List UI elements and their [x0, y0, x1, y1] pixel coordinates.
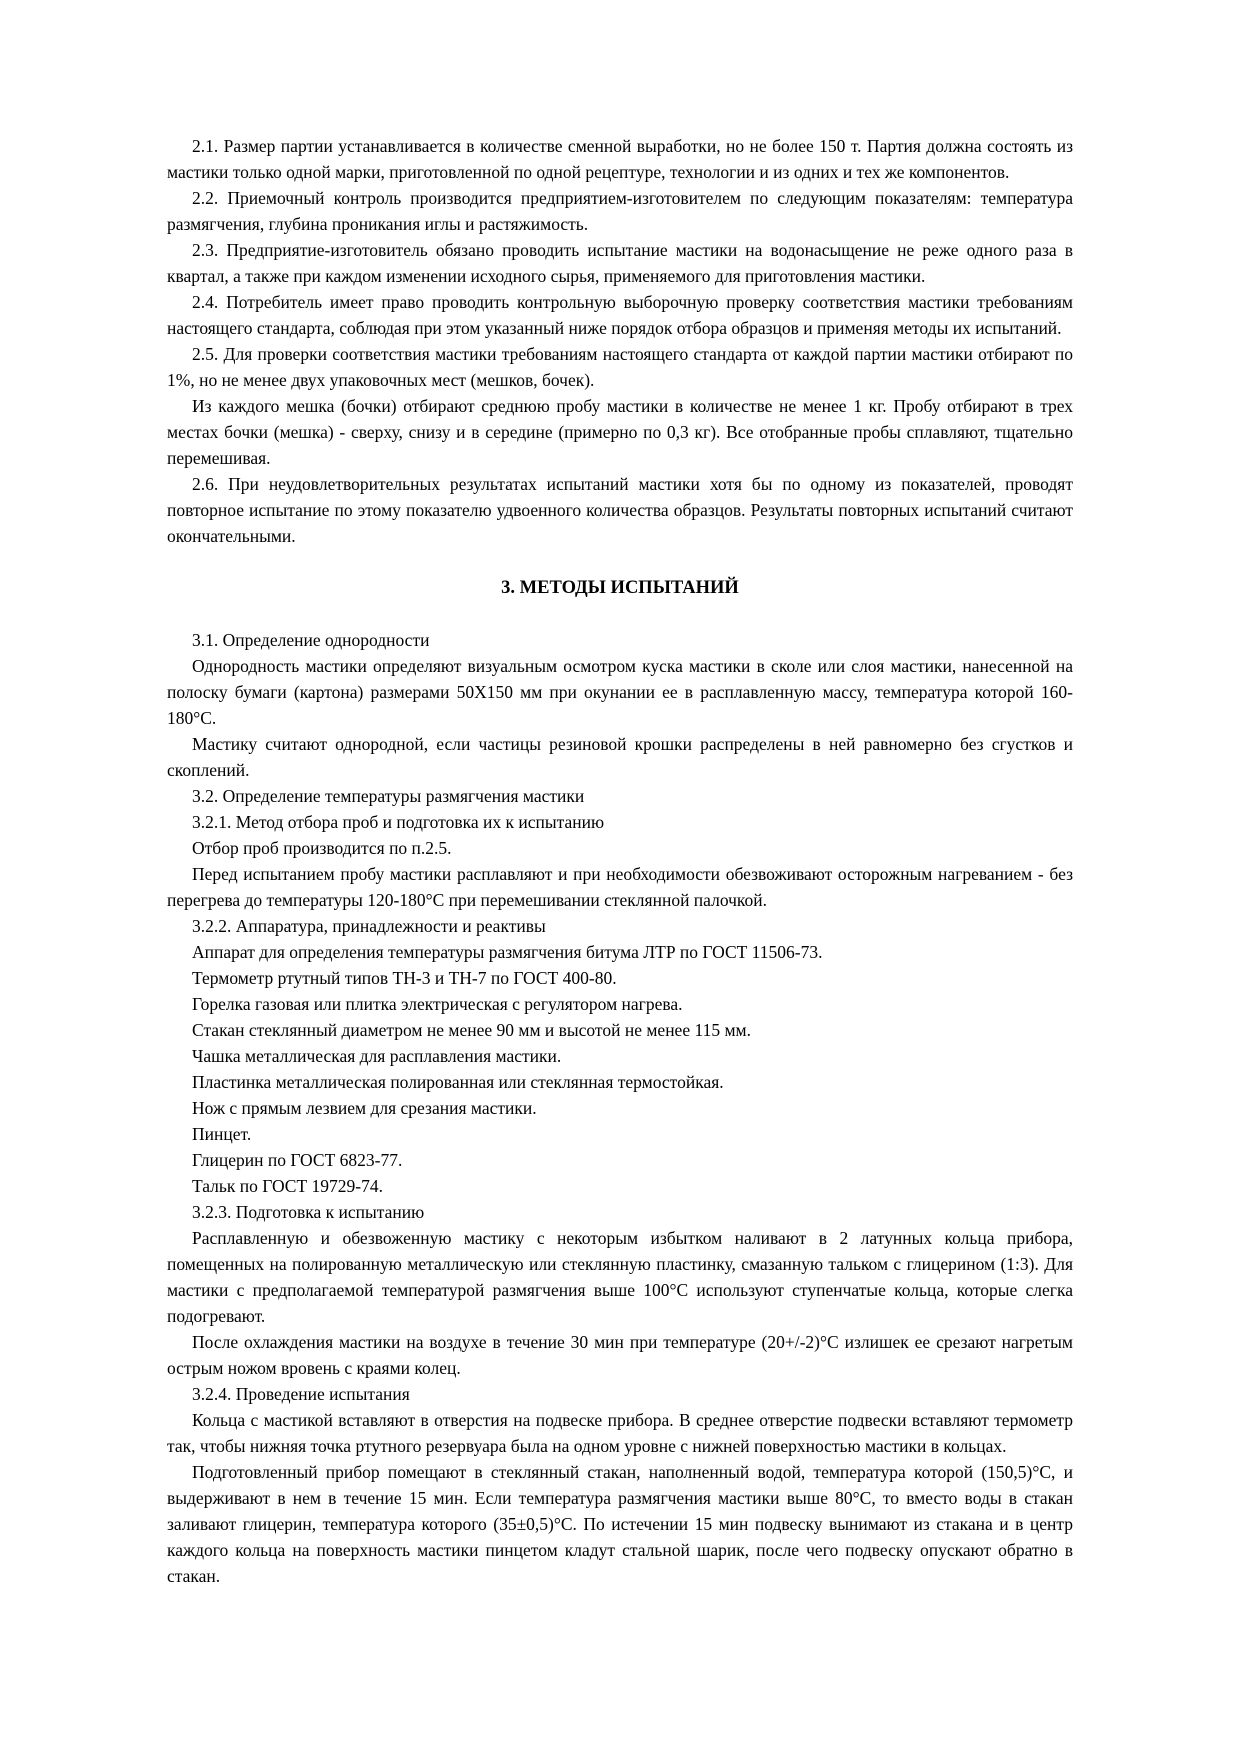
paragraph-3-2-4-body-2: Подготовленный прибор помещают в стеклянный стакан, наполненный водой, температура которой (150,5)°С, и выдерживают в нем в течение 15 мин. Если температура размягчения мастики выше 80°С, то вместо воды в стакан заливают глицерин, температура которого (35±0,5)°С. По истечении 15 мин подвеску вынимают из стакана и в центр каждого кольца на поверхность мастики пинцетом кладут стальной шарик, после чего подвеску опускают обратно в стакан. — [167, 1462, 1073, 1586]
paragraph-3-2-2-item-5: Чашка металлическая для расплавления мастики. — [192, 1046, 562, 1066]
paragraph-3-2-2-item-7: Нож с прямым лезвием для срезания мастики. — [192, 1098, 537, 1118]
paragraph-3-2-4-body-1: Кольца с мастикой вставляют в отверстия на подвеске прибора. В среднее отверстие подвески вставляют термометр так, чтобы нижняя точка ртутного резервуара была на одном уровне с нижней поверхностью мастики в кольцах. — [167, 1410, 1073, 1456]
paragraph-2-1: 2.1. Размер партии устанавливается в количестве сменной выработки, но не более 150 т. Партия должна состоять из мастики только одной марки, приготовленной по одной рецептуре, технологии и из одних и тех же компонентов. — [167, 136, 1073, 182]
paragraph-3-2-1-title: 3.2.1. Метод отбора проб и подготовка их к испытанию — [192, 812, 605, 832]
paragraph-3-2-2-item-10: Тальк по ГОСТ 19729-74. — [192, 1176, 383, 1196]
paragraph-3-2-1-body-1: Отбор проб производится по п.2.5. — [192, 838, 452, 858]
paragraph-3-2-2-item-3: Горелка газовая или плитка электрическая с регулятором нагрева. — [192, 994, 683, 1014]
paragraph-2-3: 2.3. Предприятие-изготовитель обязано проводить испытание мастики на водонасыщение не реже одного раза в квартал, а также при каждом изменении исходного сырья, применяемого для приготовления мастики. — [167, 240, 1073, 286]
paragraph-3-1-body-2: Мастику считают однородной, если частицы резиновой крошки распределены в ней равномерно без сгустков и скоплений. — [167, 734, 1073, 780]
paragraph-3-2-1-body-2: Перед испытанием пробу мастики расплавляют и при необходимости обезвоживают осторожным нагреванием - без перегрева до температуры 120-180°С при перемешивании стеклянной палочкой. — [167, 864, 1073, 910]
paragraph-2-5: 2.5. Для проверки соответствия мастики требованиям настоящего стандарта от каждой партии мастики отбирают по 1%, но не менее двух упаковочных мест (мешков, бочек). — [167, 344, 1073, 390]
paragraph-3-1-title: 3.1. Определение однородности — [192, 630, 430, 650]
paragraph-2-6: 2.6. При неудовлетворительных результатах испытаний мастики хотя бы по одному из показателей, проводят повторное испытание по этому показателю удвоенного количества образцов. Результаты повторных испытаний считают окончательными. — [167, 474, 1073, 546]
paragraph-3-2-2-item-2: Термометр ртутный типов ТН-3 и ТН-7 по ГОСТ 400-80. — [192, 968, 617, 988]
paragraph-3-2-4-title: 3.2.4. Проведение испытания — [192, 1384, 410, 1404]
paragraph-3-2-3-body-2: После охлаждения мастики на воздухе в течение 30 мин при температуре (20+/-2)°С излишек ее срезают нагретым острым ножом вровень с краями колец. — [167, 1332, 1073, 1378]
paragraph-3-2-2-item-8: Пинцет. — [192, 1124, 252, 1144]
paragraph-3-2-3-body-1: Расплавленную и обезвоженную мастику с некоторым избытком наливают в 2 латунных кольца прибора, помещенных на полированную металлическую или стеклянную пластинку, смазанную тальком с глицерином (1:3). Для мастики с предполагаемой температурой размягчения выше 100°С используют ступенчатые кольца, которые слегка подогревают. — [167, 1228, 1073, 1326]
paragraph-2-5-sampling: Из каждого мешка (бочки) отбирают среднюю пробу мастики в количестве не менее 1 кг. Пробу отбирают в трех местах бочки (мешка) - сверху, снизу и в середине (примерно по 0,3 кг). Все отобранные пробы сплавляют, тщательно перемешивая. — [167, 396, 1073, 468]
paragraph-3-2-title: 3.2. Определение температуры размягчения мастики — [192, 786, 585, 806]
paragraph-3-1-body-1: Однородность мастики определяют визуальным осмотром куска мастики в сколе или слоя мастики, нанесенной на полоску бумаги (картона) размерами 50X150 мм при окунании ее в расплавленную массу, температура которой 160-180°С. — [167, 656, 1073, 728]
paragraph-2-4: 2.4. Потребитель имеет право проводить контрольную выборочную проверку соответствия мастики требованиям настоящего стандарта, соблюдая при этом указанный ниже порядок отбора образцов и применяя методы их испытаний. — [167, 292, 1073, 338]
paragraph-2-2: 2.2. Приемочный контроль производится предприятием-изготовителем по следующим показателям: температура размягчения, глубина проникания иглы и растяжимость. — [167, 188, 1073, 234]
paragraph-3-2-2-item-6: Пластинка металлическая полированная или стеклянная термостойкая. — [192, 1072, 724, 1092]
paragraph-3-2-2-title: 3.2.2. Аппаратура, принадлежности и реактивы — [192, 916, 546, 936]
paragraph-3-2-2-item-1: Аппарат для определения температуры размягчения битума ЛТР по ГОСТ 11506-73. — [192, 942, 823, 962]
paragraph-3-2-3-title: 3.2.3. Подготовка к испытанию — [192, 1202, 425, 1222]
paragraph-3-2-2-item-4: Стакан стеклянный диаметром не менее 90 мм и высотой не менее 115 мм. — [192, 1020, 751, 1040]
section-3-heading: 3. МЕТОДЫ ИСПЫТАНИЙ — [501, 578, 739, 598]
paragraph-3-2-2-item-9: Глицерин по ГОСТ 6823-77. — [192, 1150, 403, 1170]
